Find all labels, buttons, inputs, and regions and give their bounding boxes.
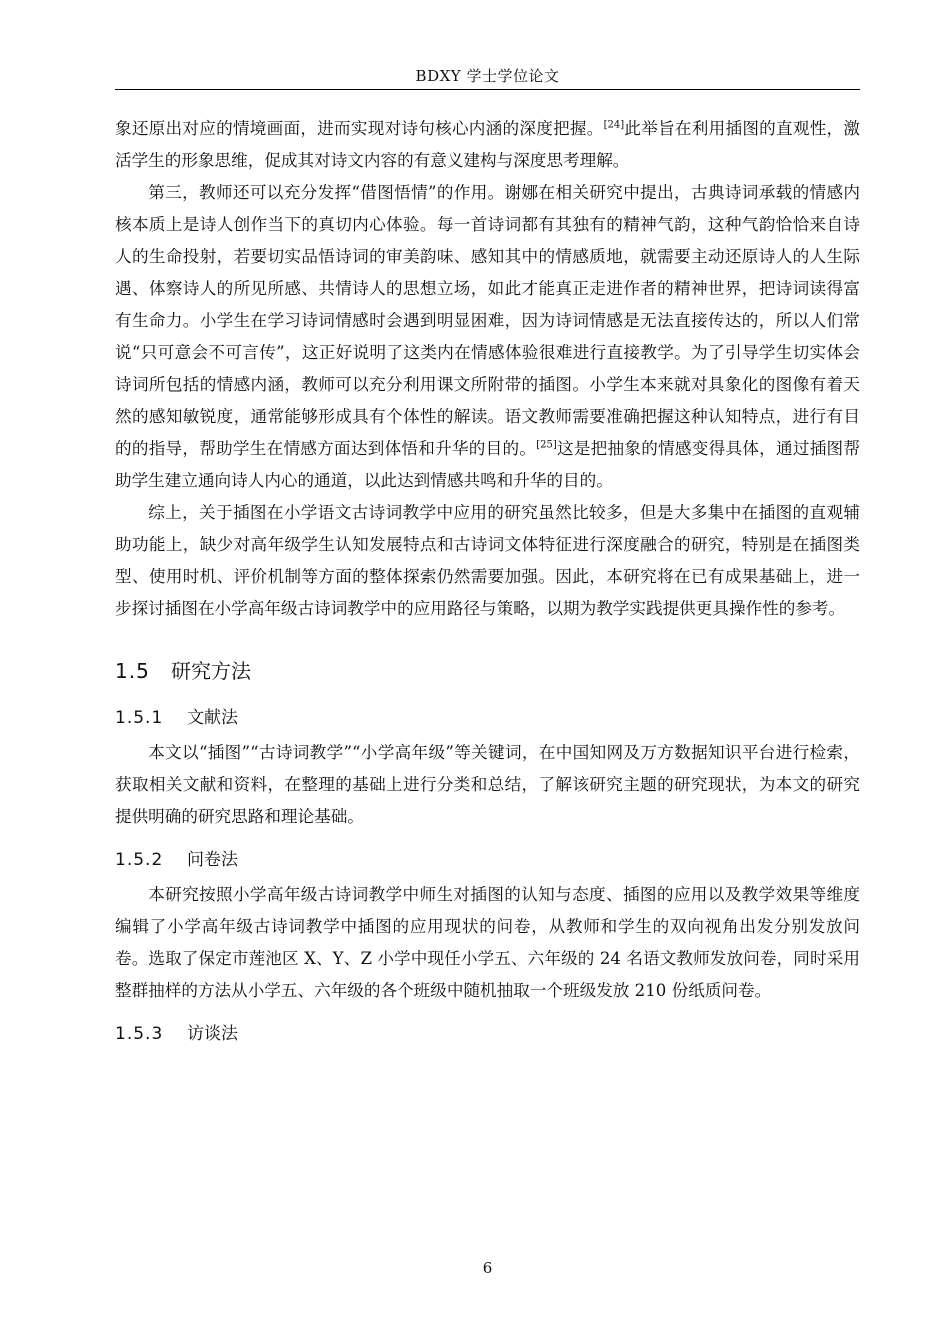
running-header: BDXY 学士学位论文 <box>415 67 560 85</box>
citation-25[interactable]: [25] <box>536 439 557 451</box>
paragraph-text: 象还原出对应的情境画面，进而实现对诗句核心内涵的深度把握。 <box>115 119 604 138</box>
section-title: 研究方法 <box>171 659 251 683</box>
subsection-number: 1.5.2 <box>115 850 164 870</box>
subsection-number: 1.5.1 <box>115 708 164 728</box>
subsection-heading-1-5-2 <box>115 841 860 879</box>
subsection-title: 文献法 <box>187 708 238 728</box>
paragraph-third-point <box>115 177 860 497</box>
section-heading-1-5 <box>115 651 860 691</box>
page-content <box>115 113 860 1053</box>
page-number: 6 <box>482 1259 493 1277</box>
subsection-title: 访谈法 <box>187 1024 238 1044</box>
paragraph-questionnaire-method: 本研究按照小学高年级古诗词教学中师生对插图的认知与态度、插图的应用以及教学效果等维度编辑了小学高年级古诗词教学中插图的应用现状的问卷，从教师和学生的双向视角出发分别发放问卷。选取了保定市莲池区 X、Y、Z 小学中现任小学五、六年级的 24 名语文教师发放问卷，同时采用整群抽样的方法从小学五、六年级的各个班级中随机抽取一个班级发放 210 份纸质问卷。 <box>115 885 860 1000</box>
header-rule <box>115 89 860 90</box>
section-number: 1.5 <box>115 659 150 683</box>
paragraph-continued <box>115 113 860 177</box>
paragraph-literature-method: 本文以“插图”“古诗词教学”“小学高年级”等关键词，在中国知网及万方数据知识平台进行检索，获取相关文献和资料，在整理的基础上进行分类和总结，了解该研究主题的研究现状，为本文的研究提供明确的研究思路和理论基础。 <box>115 743 860 826</box>
paragraph-summary: 综上，关于插图在小学语文古诗词教学中应用的研究虽然比较多，但是大多集中在插图的直观辅助功能上，缺少对高年级学生认知发展特点和古诗词文体特征进行深度融合的研究，特别是在插图类型、使用时机、评价机制等方面的整体探索仍然需要加强。因此，本研究将在已有成果基础上，进一步探讨插图在小学高年级古诗词教学中的应用路径与策略，以期为教学实践提供更具操作性的参考。 <box>115 503 860 618</box>
paragraph-text: 这是把抽象的情感变得具体，通过插图帮助学生建立通向诗人内心的通道，以此达到情感共鸣和升华的目的。 <box>115 439 860 490</box>
paragraph-text: 此举旨在利用插图的直观性，激活学生的形象思维，促成其对诗文内容的有意义建构与深度思考理解。 <box>115 119 860 170</box>
subsection-heading-1-5-3 <box>115 1015 860 1053</box>
subsection-heading-1-5-1 <box>115 699 860 737</box>
subsection-title: 问卷法 <box>187 850 238 870</box>
paragraph-text: 第三，教师还可以充分发挥“借图悟情”的作用。谢娜在相关研究中提出，古典诗词承载的情感内核本质上是诗人创作当下的真切内心体验。每一首诗词都有其独有的精神气韵，这种气韵恰恰来自诗人的生命投射，若要切实品悟诗词的审美韵味、感知其中的情感质地，就需要主动还原诗人的人生际遇、体察诗人的所见所感、共情诗人的思想立场，如此才能真正走进作者的精神世界，把诗词读得富有生命力。小学生在学习诗词情感时会遇到明显困难，因为诗词情感是无法直接传达的，所以人们常说“只可意会不可言传”，这正好说明了这类内在情感体验很难进行直接教学。为了引导学生切实体会诗词所包括的情感内涵，教师可以充分利用课文所附带的插图。小学生本来就对具象化的图像有着天然的感知敏锐度，通常能够形成具有个体性的解读。语文教师需要准确把握这种认知特点，进行有目的的指导，帮助学生在情感方面达到体悟和升华的目的。 <box>115 183 860 458</box>
subsection-number: 1.5.3 <box>115 1024 164 1044</box>
citation-24[interactable]: [24] <box>603 119 625 131</box>
